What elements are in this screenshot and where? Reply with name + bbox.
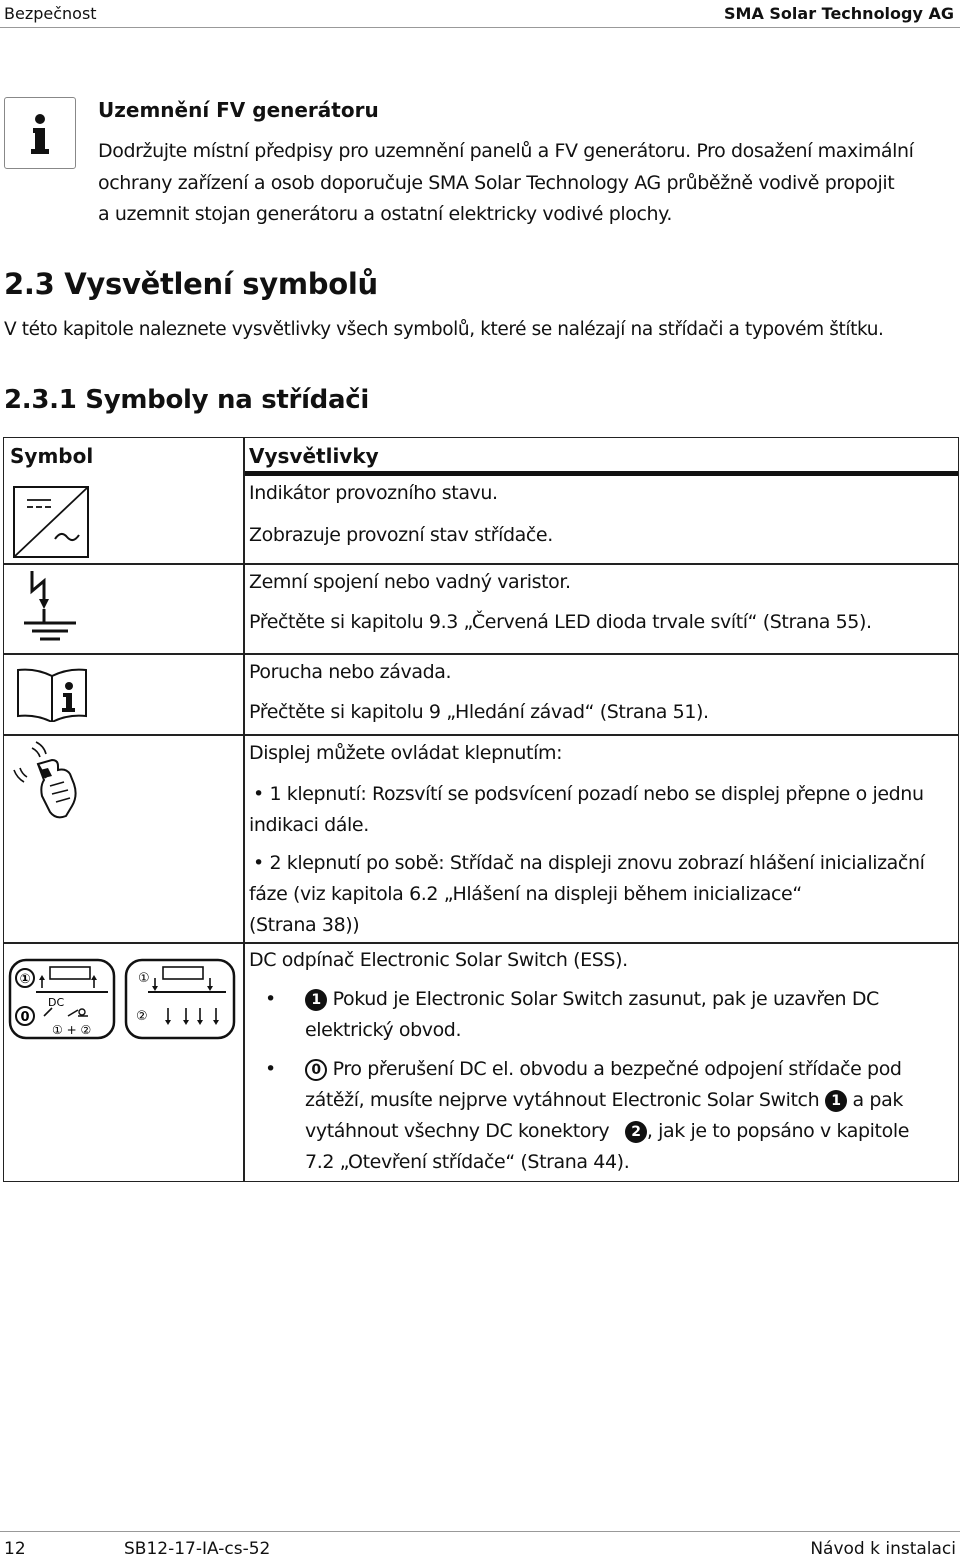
- bullet-dot: •: [265, 1058, 276, 1080]
- step-2-badge: 2: [625, 1121, 647, 1143]
- bullet-text: [305, 1120, 909, 1143]
- page-number: 12: [4, 1539, 26, 1559]
- bullet-text: (Strana 38)): [249, 914, 360, 936]
- note-line: a uzemnit stojan generátoru a ostatní elektricky vodivé plochy.: [98, 203, 672, 225]
- info-icon: [4, 97, 76, 169]
- header-rule: [245, 471, 958, 476]
- ess-switch-icon: [8, 954, 238, 1048]
- earth-fault-icon: [22, 569, 78, 649]
- operating-status-indicator-icon: [13, 486, 89, 562]
- row-text: Zobrazuje provozní stav střídače.: [249, 524, 553, 546]
- tap-display-icon: [12, 740, 92, 824]
- ess-right-label-1: ①: [138, 971, 150, 986]
- bullet-text-part: a pak: [852, 1089, 903, 1111]
- header-company: SMA Solar Technology AG: [724, 4, 954, 23]
- row-text: Displej můžete ovládat klepnutím:: [249, 742, 563, 764]
- note-title: Uzemnění FV generátoru: [98, 98, 379, 122]
- bullet-text: [305, 988, 879, 1011]
- bullet-text-part: Pro přerušení DC el. obvodu a bezpečné odpojení střídače pod: [332, 1058, 902, 1080]
- note-line: Dodržujte místní předpisy pro uzemnění panelů a FV generátoru. Pro dosažení maximální: [98, 140, 914, 162]
- row-divider: [4, 734, 958, 736]
- subsection-heading: 2.3.1 Symboly na střídači: [4, 385, 369, 415]
- bullet-text-part: vytáhnout všechny DC konektory: [305, 1120, 610, 1142]
- bullet-text: indikaci dále.: [249, 814, 369, 836]
- page-header: [0, 0, 960, 28]
- bullet-text-part: Pokud je Electronic Solar Switch zasunut, pak je uzavřen DC: [332, 988, 879, 1010]
- step-1-badge: 1: [825, 1090, 847, 1112]
- ess-label-0: 0: [20, 1010, 30, 1025]
- table-header-symbol: Symbol: [10, 444, 94, 468]
- row-text: DC odpínač Electronic Solar Switch (ESS).: [249, 949, 628, 971]
- bullet-dot: •: [265, 988, 276, 1010]
- column-divider: [243, 438, 245, 1181]
- row-text: Přečtěte si kapitolu 9.3 „Červená LED dioda trvale svítí“ (Strana 55).: [249, 611, 872, 633]
- manual-info-icon: [16, 666, 88, 726]
- bullet-text: [305, 1058, 902, 1081]
- note-line: ochrany zařízení a osob doporučuje SMA Solar Technology AG průběžně vodivě propojit: [98, 171, 895, 194]
- row-divider: [4, 653, 958, 655]
- table-header-explanation: Vysvětlivky: [249, 444, 379, 468]
- footer-rule: [0, 1531, 960, 1532]
- bullet-text: • 2 klepnutí po sobě: Střídač na displeji znovu zobrazí hlášení inicializační: [253, 852, 925, 874]
- row-text: Porucha nebo závada.: [249, 661, 452, 683]
- row-text: Přečtěte si kapitolu 9 „Hledání závad“ (Strana 51).: [249, 701, 709, 723]
- header-section: Bezpečnost: [4, 4, 97, 23]
- ess-plus-label: ① + ②: [52, 1023, 92, 1037]
- row-divider: [4, 942, 958, 944]
- bullet-text-part: zátěží, musíte nejprve vytáhnout Electronic Solar Switch: [305, 1089, 820, 1111]
- bullet-text: fáze (viz kapitola 6.2 „Hlášení na displeji během inicializace“: [249, 883, 802, 905]
- bullet-text: 7.2 „Otevření střídače“ (Strana 44).: [305, 1151, 630, 1173]
- bullet-text: • 1 klepnutí: Rozsvítí se podsvícení pozadí nebo se displej přepne o jednu: [253, 783, 924, 805]
- bullet-text: elektrický obvod.: [305, 1019, 462, 1041]
- note-text: [98, 136, 956, 231]
- row-text: Zemní spojení nebo vadný varistor.: [249, 571, 571, 593]
- section-heading: 2.3 Vysvětlení symbolů: [4, 267, 378, 301]
- ess-dc-label: DC: [48, 996, 65, 1009]
- row-divider: [4, 563, 958, 565]
- step-1-badge: 1: [305, 989, 327, 1011]
- row-text: Indikátor provozního stavu.: [249, 482, 498, 504]
- ess-label-2: ②: [136, 1009, 148, 1024]
- ess-label-1: ①: [19, 972, 31, 987]
- symbols-table: [3, 437, 959, 1182]
- step-0-badge: 0: [305, 1059, 327, 1081]
- document-id: SB12-17-IA-cs-52: [124, 1539, 271, 1559]
- bullet-text-part: , jak je to popsáno v kapitole: [646, 1120, 909, 1142]
- section-intro: V této kapitole naleznete vysvětlivky všech symbolů, které se nalézají na střídači a typovém štítku.: [4, 319, 884, 340]
- document-title: Návod k instalaci: [810, 1539, 956, 1559]
- bullet-text: [305, 1089, 903, 1112]
